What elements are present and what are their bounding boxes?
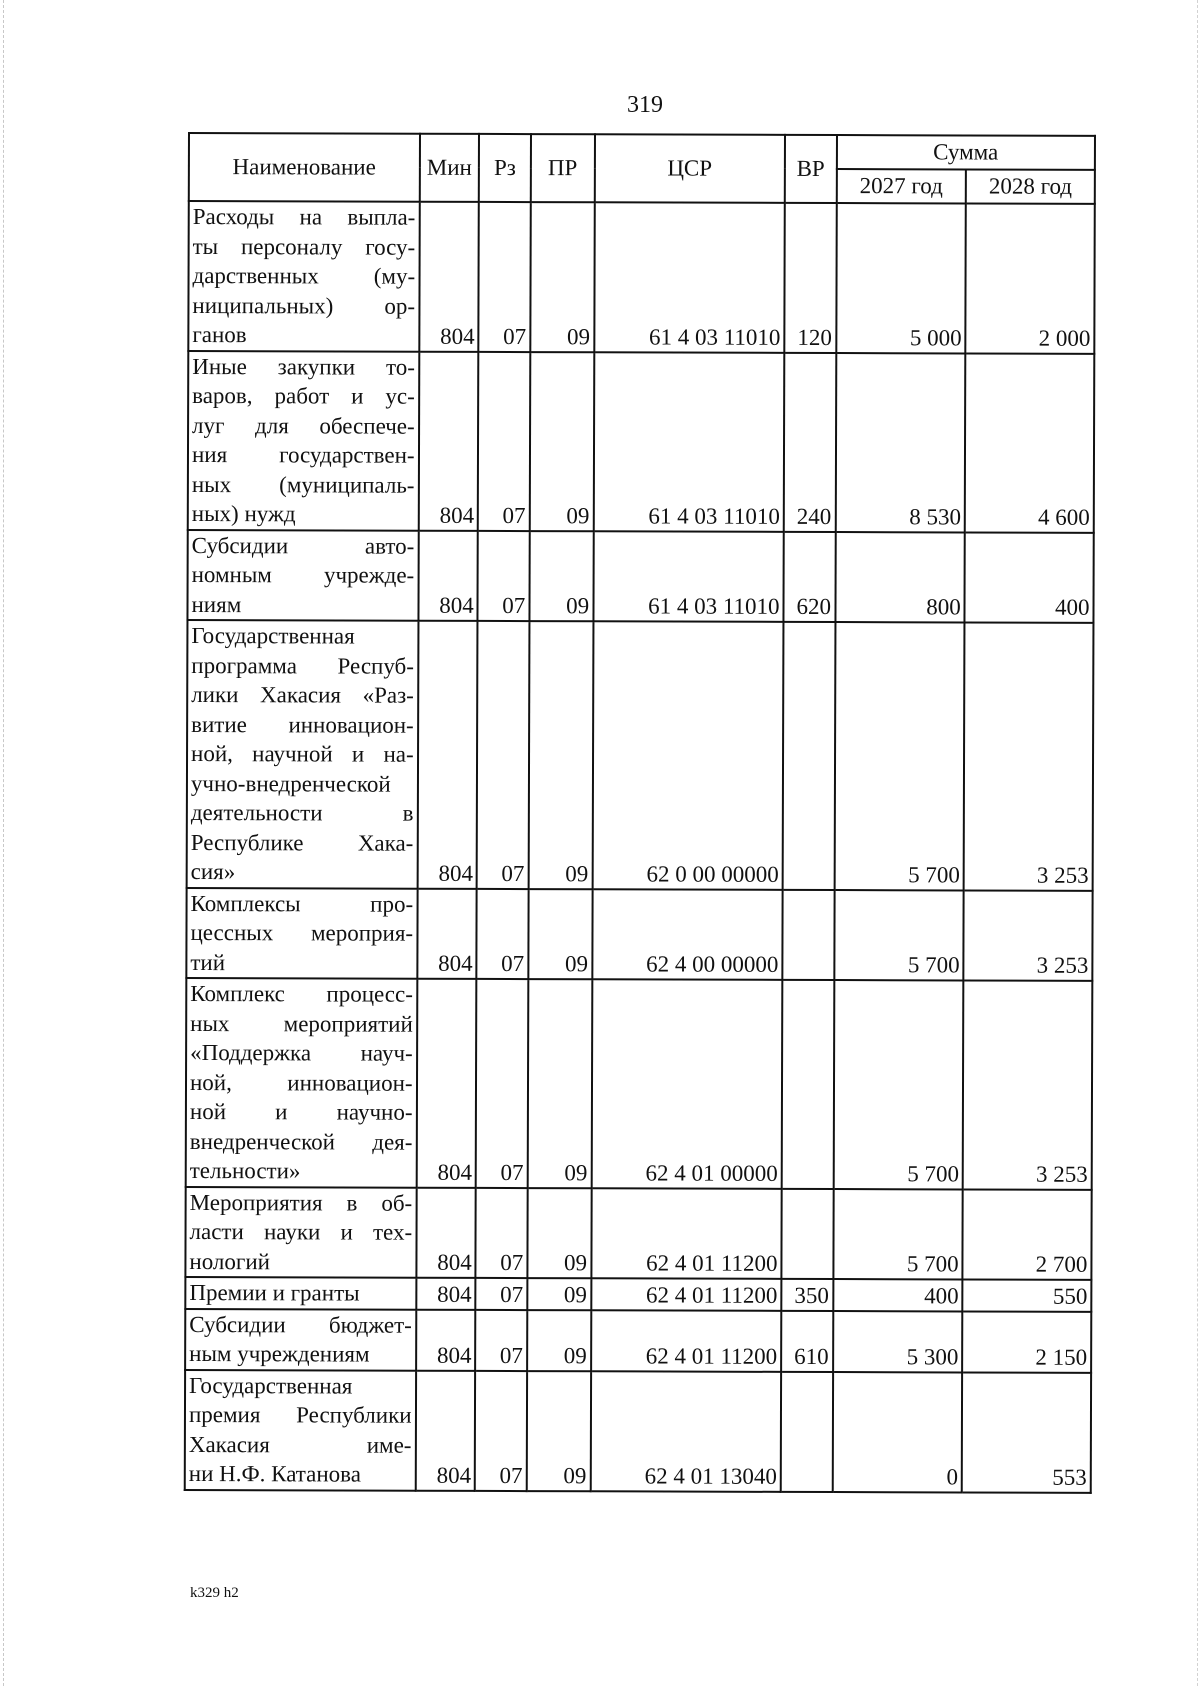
- cell-csr: 61 4 03 11010: [594, 202, 785, 352]
- cell-vr: 350: [781, 1279, 833, 1311]
- cell-vr: [781, 1188, 833, 1279]
- name-line: нологий: [189, 1248, 271, 1274]
- cell-rz: 07: [476, 979, 528, 1188]
- cell-rz: 07: [478, 351, 530, 530]
- cell-2028: 3 253: [964, 622, 1094, 890]
- cell-vr: 120: [784, 203, 836, 353]
- name-line: ниям: [191, 591, 242, 617]
- name-line: Расходы на выпла-: [192, 204, 416, 230]
- scan-edge-right: [1197, 0, 1198, 1686]
- cell-2027: 5 300: [833, 1311, 963, 1372]
- name-line: программа Респуб-: [191, 652, 414, 679]
- name-line: ния государствен-: [191, 442, 415, 468]
- cell-2028: 3 253: [963, 980, 1092, 1189]
- cell-rz: 07: [475, 1370, 527, 1490]
- cell-2028: 550: [963, 1279, 1092, 1311]
- table-row: [186, 887, 1092, 980]
- cell-csr: 62 4 01 00000: [591, 979, 782, 1188]
- cell-min: 804: [416, 1187, 476, 1278]
- cell-pr: 09: [530, 352, 594, 531]
- cell-vr: 620: [784, 531, 836, 622]
- cell-csr: 62 4 00 00000: [592, 889, 783, 980]
- name-line: Субсидии авто-: [191, 532, 415, 559]
- cell-csr: 62 0 00 00000: [592, 621, 783, 889]
- cell-min: 804: [416, 979, 476, 1188]
- name-line: Мероприятия в об-: [189, 1189, 413, 1216]
- cell-2027: 8 530: [835, 353, 965, 532]
- cell-rz: 07: [477, 621, 529, 889]
- header-name: Наименование: [189, 133, 420, 202]
- cell-name: [185, 1308, 416, 1370]
- name-line: ниципальных) ор-: [192, 292, 416, 319]
- cell-pr: 09: [527, 1188, 591, 1279]
- header-vr: ВР: [785, 135, 837, 203]
- cell-2028: 3 253: [964, 890, 1093, 981]
- cell-2027: 5 700: [834, 890, 964, 981]
- table-row: [187, 620, 1094, 890]
- cell-2028: 2 150: [962, 1311, 1091, 1372]
- table-row: [187, 530, 1093, 623]
- cell-pr: 09: [528, 621, 593, 889]
- cell-2027: 5 000: [836, 203, 966, 353]
- cell-name: [185, 1277, 416, 1309]
- cell-min: 804: [419, 202, 479, 352]
- cell-csr: 61 4 03 11010: [593, 352, 784, 532]
- cell-csr: 62 4 01 11200: [591, 1278, 782, 1310]
- cell-name: [185, 1369, 416, 1490]
- header-csr: ЦСР: [594, 134, 785, 203]
- table-row: [185, 1186, 1091, 1279]
- cell-rz: 07: [477, 888, 529, 979]
- budget-table: [184, 132, 1096, 1493]
- cell-rz: 07: [479, 202, 531, 352]
- name-line: ным учреждениям: [189, 1341, 370, 1367]
- header-pr: ПР: [531, 134, 595, 202]
- cell-pr: 09: [529, 531, 593, 622]
- name-line: витие инновацион-: [191, 711, 414, 738]
- cell-min: 804: [416, 1309, 476, 1370]
- cell-vr: 240: [784, 352, 836, 531]
- table-row: [185, 1308, 1091, 1372]
- cell-2027: 5 700: [833, 980, 963, 1189]
- name-line: деятельности в: [190, 800, 414, 826]
- name-line: Комплексы про-: [190, 890, 414, 917]
- cell-min: 804: [417, 888, 477, 979]
- cell-pr: 09: [528, 889, 592, 980]
- cell-2028: 400: [965, 532, 1094, 623]
- cell-min: 804: [416, 1278, 476, 1310]
- name-line: Государственная: [189, 1372, 353, 1399]
- table-body: [185, 201, 1095, 1492]
- cell-2028: 2 700: [963, 1189, 1092, 1280]
- cell-rz: 07: [476, 1278, 528, 1310]
- header-sum: Сумма: [836, 135, 1095, 170]
- cell-2027: 400: [833, 1279, 963, 1311]
- name-line: ганов: [192, 322, 247, 348]
- cell-csr: 62 4 01 11200: [591, 1310, 782, 1372]
- name-line: ты персоналу госу-: [192, 233, 416, 260]
- cell-pr: 09: [527, 1278, 591, 1310]
- name-line: ни Н.Ф. Катанова: [188, 1461, 361, 1487]
- header-year-2027: 2027 год: [836, 169, 966, 203]
- page-number: 319: [627, 92, 663, 118]
- name-line: тий: [190, 949, 226, 975]
- name-line: номным учрежде-: [191, 562, 415, 588]
- name-line: ных мероприятий: [190, 1010, 413, 1037]
- header-year-2028: 2028 год: [966, 169, 1095, 203]
- cell-2027: 5 700: [834, 622, 965, 890]
- cell-2027: 5 700: [833, 1189, 963, 1280]
- cell-vr: [782, 889, 834, 980]
- cell-2028: 4 600: [965, 353, 1094, 532]
- cell-name: [187, 530, 418, 621]
- cell-min: 804: [415, 1370, 475, 1490]
- name-line: Субсидии бюджет-: [189, 1311, 412, 1338]
- cell-2027: 800: [835, 532, 965, 623]
- cell-2027: 0: [832, 1372, 962, 1492]
- name-line: тельности»: [189, 1158, 301, 1184]
- name-line: «Поддержка науч-: [190, 1040, 413, 1066]
- cell-min: 804: [418, 530, 478, 621]
- table-header: [189, 133, 1095, 204]
- table-row: [185, 1369, 1091, 1492]
- scan-edge-left: [3, 0, 4, 1686]
- name-line: сия»: [190, 859, 236, 885]
- header-min: Мин: [419, 134, 479, 202]
- cell-rz: 07: [475, 1309, 527, 1370]
- cell-csr: 61 4 03 11010: [593, 531, 784, 622]
- cell-name: [188, 351, 419, 531]
- name-line: Государственная: [191, 623, 355, 649]
- cell-rz: 07: [478, 530, 530, 621]
- table-row: [186, 978, 1093, 1189]
- cell-name: [186, 887, 417, 978]
- cell-name: [185, 1186, 416, 1277]
- cell-name: [188, 201, 419, 351]
- cell-pr: 09: [527, 1371, 591, 1491]
- name-line: премия Республики: [188, 1402, 412, 1428]
- header-rz: Рз: [479, 134, 531, 202]
- name-line: Республике Хака-: [190, 829, 414, 856]
- cell-vr: [781, 1371, 833, 1491]
- name-line: цессных мероприя-: [190, 920, 414, 946]
- table-row: [185, 1277, 1091, 1311]
- name-line: ной и научно-: [189, 1099, 413, 1125]
- name-line: ных (муниципаль-: [191, 471, 415, 498]
- table-row: [188, 201, 1094, 353]
- name-line: Хакасия име-: [188, 1431, 412, 1458]
- table-row: [188, 351, 1095, 533]
- name-line: ных) нужд: [191, 501, 296, 527]
- cell-name: [187, 620, 418, 888]
- cell-csr: 62 4 01 13040: [590, 1371, 781, 1492]
- footer-note: k329 h2: [190, 1585, 239, 1601]
- cell-pr: 09: [527, 1310, 591, 1371]
- name-line: ной, инновацион-: [189, 1069, 413, 1096]
- cell-min: 804: [418, 351, 478, 530]
- name-line: ласти науки и тех-: [189, 1219, 413, 1245]
- cell-csr: 62 4 01 11200: [591, 1188, 782, 1279]
- name-line: ной, научной и на-: [191, 741, 414, 767]
- cell-rz: 07: [476, 1187, 528, 1278]
- name-line: Комплекс процесс-: [190, 981, 413, 1007]
- cell-vr: 610: [781, 1310, 833, 1371]
- cell-pr: 09: [527, 979, 591, 1188]
- name-line: Премии и гранты: [189, 1280, 360, 1306]
- cell-2028: 2 000: [966, 203, 1095, 353]
- name-line: луг для обеспече-: [192, 412, 415, 439]
- cell-2028: 553: [962, 1372, 1091, 1492]
- name-line: лики Хакасия «Раз-: [191, 682, 414, 708]
- name-line: учно-внедренческой: [190, 770, 391, 797]
- cell-min: 804: [417, 621, 478, 889]
- name-line: Иные закупки то-: [192, 353, 415, 380]
- cell-pr: 09: [530, 202, 594, 352]
- name-line: варов, работ и ус-: [192, 383, 415, 409]
- name-line: дарственных (му-: [192, 263, 416, 289]
- cell-vr: [783, 622, 835, 890]
- cell-vr: [782, 980, 834, 1189]
- name-line: внедренческой дея-: [189, 1128, 413, 1155]
- cell-name: [186, 978, 417, 1187]
